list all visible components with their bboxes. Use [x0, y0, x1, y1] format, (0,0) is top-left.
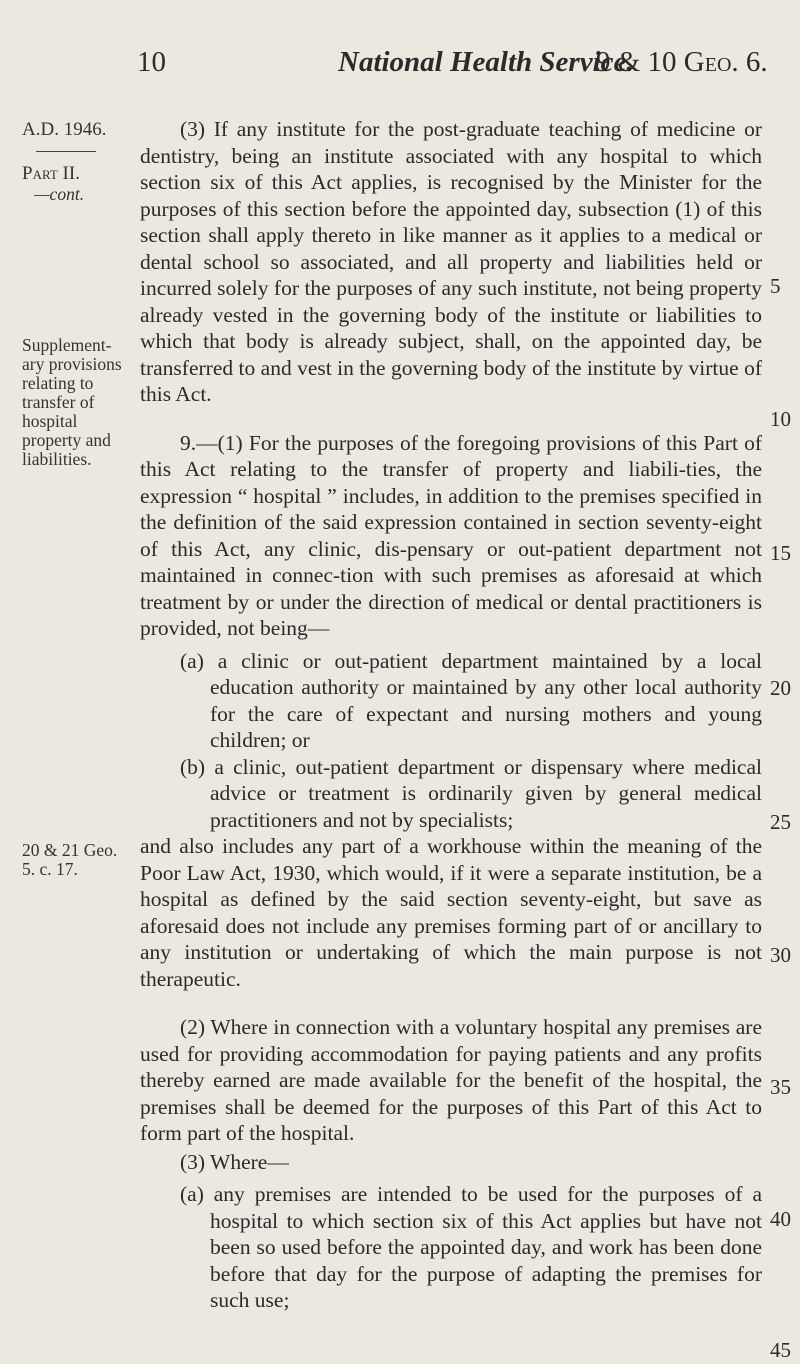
list-item-a: (a) a clinic or out-patient department maintained by a local education authority or maintained by any other local authority for the care of expectant and nursing mothers and young children; or [180, 648, 762, 752]
running-header [0, 46, 800, 86]
line-number: 5 [770, 274, 781, 298]
margin-rule [36, 151, 96, 152]
line-number: 25 [770, 810, 791, 834]
main-text [140, 116, 762, 1314]
running-title: National Health Service. [338, 46, 634, 78]
continuation-text: and also includes any part of a workhouse within the meaning of the Poor Law Act, 1930, which would, if it were a separate institution, be a hospital as defined by the said section seventy-eight, but save as aforesaid does not include any premises forming part of or ancillary to any institution or undertaking of which the main purpose is not therapeutic. [140, 834, 762, 991]
line-number: 20 [770, 676, 791, 700]
page-number: 10 [137, 46, 166, 78]
margin-reference-note: 20 & 21 Geo. 5. c. 17. [22, 840, 118, 879]
line-number: 10 [770, 407, 791, 431]
margin-supplement-note: Supplement-ary provisions relating to transfer of hospital property and liabilities. [22, 335, 122, 469]
list-item-3a: (a) any premises are intended to be used for the purposes of a hospital to which section six of this Act applies but have not been so used before the appointed day, and work has been done before that day for the purpose of adapting the premises for such use; [180, 1182, 762, 1312]
line-number: 15 [770, 541, 791, 565]
paragraph-2: (2) Where in connection with a voluntary hospital any premises are used for providing accommodation for paying patients and any profits thereby earned are made available for the benefit of the hospital, the premises shall be deemed for the purposes of this Part of this Act to form part of the hospital. [140, 1015, 762, 1145]
line-number: 40 [770, 1207, 791, 1231]
margin-date: A.D. 1946. [22, 119, 107, 140]
regnal-citation: 9 & 10 Geo. 6. [596, 46, 768, 78]
paragraph-3b-intro: (3) Where— [180, 1149, 289, 1174]
list-item-b: (b) a clinic, out-patient department or dispensary where medical advice or treatment is ordinarily given by general medical practitioners and not by specialists; [180, 754, 762, 832]
line-number: 35 [770, 1075, 791, 1099]
margin-continued: —cont. [34, 184, 85, 204]
section-9-subsection-1: 9.—(1) For the purposes of the foregoing provisions of this Part of this Act relating to the transfer of property and liabili-ties, the expression “ hospital ” includes, in addition to the premises specified in the definition of the said expression contained in section seventy-eight of this Act, any clinic, dis-pensary or out-patient department not maintained in connec-tion with such premises as aforesaid at which treatment by or under the direction of medical or dental practitioners is provided, not being— [140, 430, 762, 640]
paragraph-3: (3) If any institute for the post-graduate teaching of medicine or dentistry, being an institute associated with any hospital to which section six of this Act applies, is recognised by the Minister for the purposes of this section before the appointed day, subsection (1) of this section shall apply thereto in like manner as it applies to a medical or dental school so associated, and all property and liabilities held or incurred solely for the purposes of any such institute, not being property already vested in the governing body of the institute or liabilities to which that body is already subject, shall, on the appointed day, be transferred to and vest in the governing body of the institute by virtue of this Act. [140, 117, 762, 406]
margin-part: Part II. [22, 163, 80, 184]
line-number: 45 [770, 1338, 791, 1362]
line-number: 30 [770, 943, 791, 967]
